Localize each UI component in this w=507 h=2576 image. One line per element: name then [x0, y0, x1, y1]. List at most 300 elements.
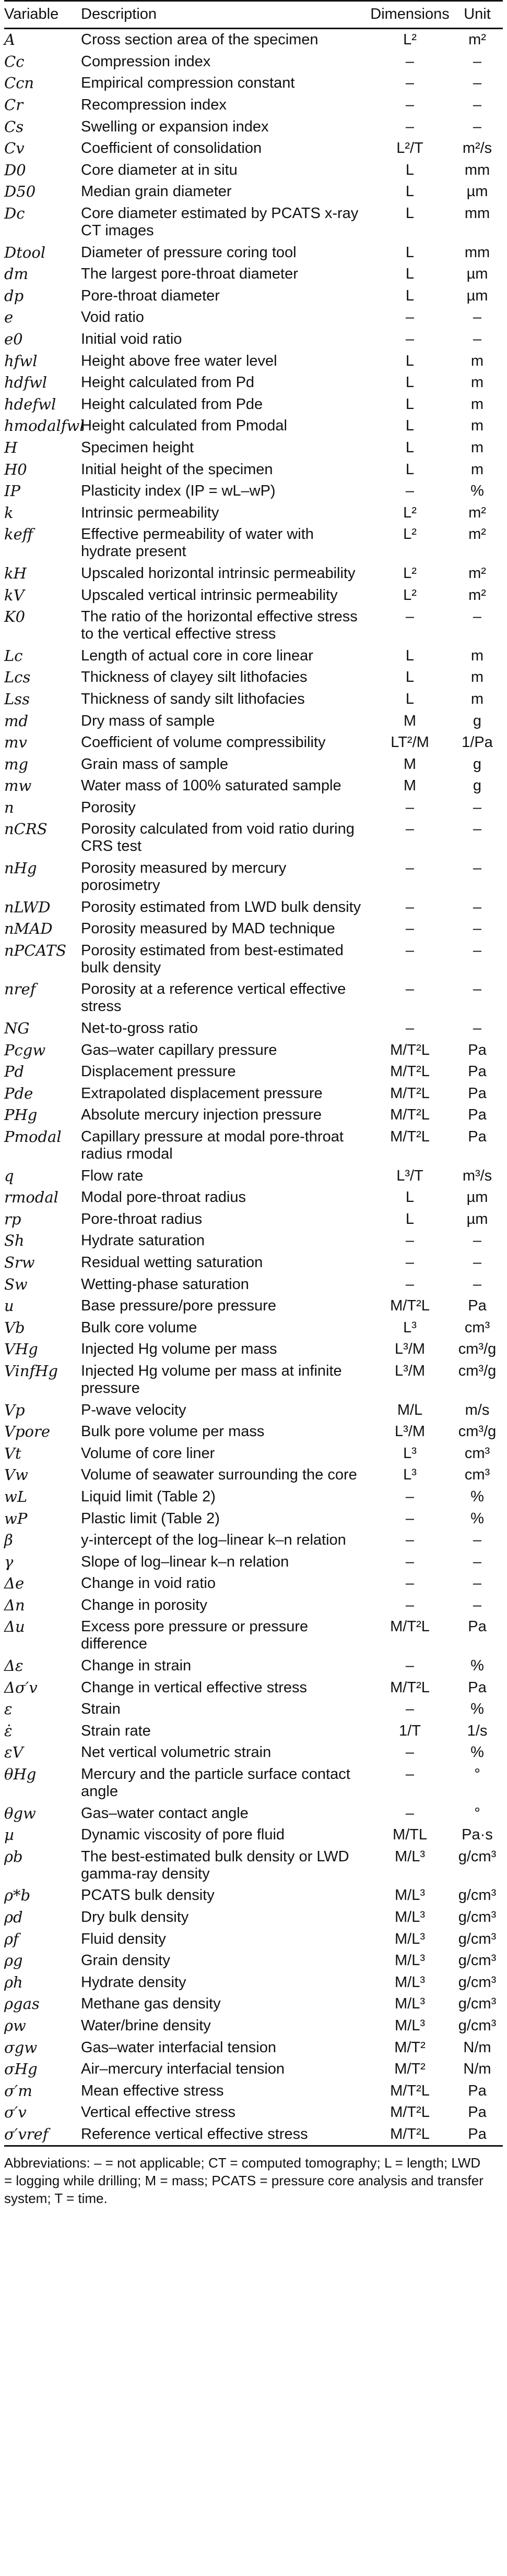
variable-cell: H0 [4, 460, 27, 478]
table-row [4, 1551, 503, 1573]
dimensions-cell: M/T² [394, 2061, 426, 2078]
dimensions-cell: – [405, 1510, 415, 1527]
table-row [4, 181, 503, 203]
variable-cell: εV [4, 1743, 23, 1762]
description-cell: Specimen height [81, 439, 194, 456]
unit-cell: ° [474, 1804, 480, 1822]
unit-cell: – [473, 75, 482, 92]
variable-cell: Lc [4, 646, 23, 665]
dimensions-cell: M [403, 712, 417, 729]
unit-cell: – [473, 1232, 482, 1249]
description-cell: Coefficient of volume compressibility [81, 734, 326, 751]
table-row [4, 858, 503, 897]
table-row [4, 1317, 503, 1339]
unit-cell: – [473, 1532, 482, 1549]
unit-cell: g/cm³ [458, 1887, 497, 1904]
description-cell: Bulk pore volume per mass [81, 1423, 265, 1440]
unit-cell: g/cm³ [458, 2017, 497, 2034]
table-row [4, 116, 503, 138]
dimensions-cell: L [405, 183, 415, 200]
description-cell: Capillary pressure at modal pore-throat radius rmodal [81, 1128, 344, 1163]
dimensions-cell: – [405, 483, 415, 500]
variable-cell: σ′vref [4, 2125, 49, 2143]
dimensions-cell: M/T²L [390, 1128, 430, 1146]
unit-cell: g/cm³ [458, 1848, 497, 1865]
dimensions-cell: – [405, 97, 415, 114]
description-cell: Displacement pressure [81, 1063, 236, 1080]
variable-cell: ε [4, 1700, 13, 1718]
unit-cell: m/s [465, 1401, 490, 1418]
unit-cell: % [470, 1744, 484, 1761]
variable-cell: θgw [4, 1804, 36, 1822]
table-row [4, 1464, 503, 1486]
table-row [4, 1677, 503, 1699]
table-row [4, 1126, 503, 1165]
table-row [4, 1165, 503, 1187]
table-row [4, 394, 503, 416]
dimensions-cell: – [405, 1596, 415, 1614]
table-row [4, 1187, 503, 1209]
description-cell: Compression index [81, 53, 211, 70]
description-cell: Water mass of 100% saturated sample [81, 777, 341, 795]
table-row [4, 2037, 503, 2059]
dimensions-cell: – [405, 799, 415, 816]
description-cell: Change in porosity [81, 1596, 207, 1614]
dimensions-cell: M/T²L [390, 1297, 430, 1315]
table-footnote: Abbreviations: – = not applicable; CT = computed tomography; L = length; LWD = logging while drilling; M = mass; PCATS = pressure core analysis and transfer system; T = time. [4, 2155, 484, 2207]
unit-cell: – [473, 1553, 482, 1570]
table-row [4, 502, 503, 524]
unit-cell: cm³ [464, 1319, 490, 1336]
description-cell: Injected Hg volume per mass at infinite pressure [81, 1362, 342, 1397]
dimensions-cell: – [405, 1232, 415, 1249]
unit-cell: g/cm³ [458, 1973, 497, 1991]
description-cell: Net vertical volumetric strain [81, 1744, 272, 1761]
description-cell: Absolute mercury injection pressure [81, 1106, 322, 1124]
variable-cell: nPCATS [4, 941, 66, 959]
unit-cell: mm [464, 161, 490, 178]
variable-cell: Cc [4, 52, 25, 70]
dimensions-cell: – [405, 821, 415, 838]
unit-cell: Pa [468, 1063, 487, 1080]
dimensions-cell: – [405, 1254, 415, 1271]
description-cell: Porosity [81, 799, 136, 816]
description-cell: PCATS bulk density [81, 1887, 215, 1904]
table-row [4, 1486, 503, 1508]
description-cell: Strain rate [81, 1722, 151, 1739]
table-row [4, 1442, 503, 1464]
variable-cell: nCRS [4, 820, 48, 838]
table-row [4, 979, 503, 1018]
dimensions-cell: – [405, 1701, 415, 1718]
unit-cell: – [473, 942, 482, 959]
variable-cell: D50 [4, 183, 36, 201]
table-row [4, 2102, 503, 2124]
dimensions-cell: L [405, 352, 415, 369]
table-row [4, 350, 503, 372]
description-cell: Porosity measured by mercury porosimetry [81, 860, 287, 894]
dimensions-cell: L [405, 266, 415, 283]
unit-cell: – [473, 920, 482, 937]
variable-cell: wL [4, 1487, 28, 1506]
description-cell: Base pressure/pore pressure [81, 1297, 276, 1315]
dimensions-cell: L [405, 669, 415, 686]
variable-cell: ρg [4, 1952, 23, 1970]
variable-cell: Δe [4, 1574, 25, 1593]
table-row [4, 1846, 503, 1885]
header-variable: Variable [4, 6, 59, 22]
description-cell: Methane gas density [81, 1995, 221, 2013]
unit-cell: µm [466, 266, 488, 283]
variable-cell: k [4, 503, 14, 522]
variable-cell: θHg [4, 1765, 37, 1784]
unit-cell: – [473, 821, 482, 838]
description-cell: Pore-throat diameter [81, 287, 220, 304]
dimensions-cell: L [405, 395, 415, 413]
table-row [4, 775, 503, 797]
dimensions-cell: – [405, 53, 415, 70]
variable-cell: IP [4, 482, 20, 500]
table-row [4, 203, 503, 242]
variable-cell: nref [4, 980, 36, 998]
dimensions-cell: L [405, 161, 415, 178]
unit-cell: m [470, 417, 484, 435]
unit-cell: µm [466, 183, 488, 200]
dimensions-cell: L³/M [395, 1362, 425, 1379]
table-row [4, 645, 503, 667]
description-cell: Water/brine density [81, 2017, 211, 2034]
description-cell: Hydrate density [81, 1973, 186, 1991]
variable-cell: nLWD [4, 898, 51, 916]
description-cell: Residual wetting saturation [81, 1254, 263, 1271]
dimensions-cell: – [405, 331, 415, 348]
variable-cell: Δσ′v [4, 1678, 38, 1696]
description-cell: Porosity estimated from LWD bulk density [81, 898, 361, 916]
variable-cell: q [4, 1166, 14, 1185]
dimensions-cell: L³/T [396, 1167, 423, 1184]
variable-cell: Sw [4, 1275, 28, 1293]
unit-cell: – [473, 97, 482, 114]
description-cell: Initial void ratio [81, 331, 182, 348]
table-row [4, 1421, 503, 1443]
description-cell: Reference vertical effective stress [81, 2125, 308, 2142]
table-row [4, 1928, 503, 1950]
table-row [4, 1083, 503, 1105]
variable-cell: ρgas [4, 1995, 40, 2013]
unit-cell: m [470, 395, 484, 413]
dimensions-cell: L [405, 690, 415, 707]
dimensions-cell: – [405, 1553, 415, 1570]
variables-table [4, 0, 503, 2147]
dimensions-cell: – [405, 1804, 415, 1822]
unit-cell: – [473, 309, 482, 326]
variable-cell: PHg [4, 1106, 38, 1124]
description-cell: Porosity estimated from best-estimated bulk density [81, 942, 344, 976]
dimensions-cell: L³ [403, 1445, 417, 1462]
description-cell: Hydrate saturation [81, 1232, 205, 1249]
description-cell: Length of actual core in core linear [81, 647, 313, 664]
table-row [4, 73, 503, 94]
dimensions-cell: L [405, 439, 415, 456]
dimensions-cell: M/T²L [390, 1063, 430, 1080]
unit-cell: – [473, 1275, 482, 1293]
description-cell: Diameter of pressure coring tool [81, 244, 297, 261]
unit-cell: cm³/g [458, 1362, 497, 1379]
variable-cell: mg [4, 755, 29, 773]
description-cell: Swelling or expansion index [81, 118, 269, 135]
dimensions-cell: L²/T [396, 140, 423, 157]
dimensions-cell: M/L³ [395, 1973, 425, 1991]
table-row [4, 1039, 503, 1061]
variable-cell: md [4, 712, 29, 730]
description-cell: Grain mass of sample [81, 755, 229, 773]
table-row [4, 1595, 503, 1617]
unit-cell: Pa [468, 1297, 487, 1315]
unit-cell: m [470, 374, 484, 391]
unit-cell: m² [468, 526, 486, 543]
description-cell: P-wave velocity [81, 1401, 186, 1418]
dimensions-cell: – [405, 1744, 415, 1761]
unit-cell: m² [468, 564, 486, 582]
description-cell: Extrapolated displacement pressure [81, 1085, 323, 1102]
unit-cell: m [470, 690, 484, 707]
description-cell: Change in strain [81, 1657, 192, 1675]
unit-cell: Pa [468, 2082, 487, 2099]
table-row [4, 524, 503, 563]
description-cell: Porosity at a reference vertical effective stress [81, 981, 346, 1015]
dimensions-cell: – [405, 920, 415, 937]
variable-cell: D0 [4, 161, 26, 179]
unit-cell: m² [468, 504, 486, 521]
table-row [4, 689, 503, 711]
dimensions-cell: M/L³ [395, 1909, 425, 1926]
variable-cell: Vt [4, 1444, 21, 1462]
unit-cell: – [473, 53, 482, 70]
description-cell: Grain density [81, 1952, 170, 1969]
variable-cell: σHg [4, 2060, 38, 2078]
description-cell: Height calculated from Pde [81, 395, 263, 413]
description-cell: Fluid density [81, 1930, 166, 1947]
unit-cell: % [470, 1510, 484, 1527]
description-cell: Strain [81, 1701, 121, 1718]
description-cell: Upscaled vertical intrinsic permeability [81, 586, 338, 604]
variable-cell: Pd [4, 1063, 25, 1081]
unit-cell: Pa [468, 1085, 487, 1102]
dimensions-cell: M/L [397, 1401, 423, 1418]
dimensions-cell: L² [403, 586, 417, 604]
table-row [4, 94, 503, 116]
table-row [4, 1104, 503, 1126]
table-row [4, 732, 503, 754]
description-cell: Core diameter estimated by PCATS x-ray CT images [81, 205, 359, 239]
table-header [4, 1, 503, 29]
dimensions-cell: M/T²L [390, 1679, 430, 1696]
unit-cell: – [473, 118, 482, 135]
description-cell: Dynamic viscosity of pore fluid [81, 1826, 285, 1844]
variable-cell: β [4, 1531, 13, 1549]
table-row [4, 1764, 503, 1803]
unit-cell: g [473, 712, 482, 729]
table-row [4, 753, 503, 775]
dimensions-cell: – [405, 118, 415, 135]
dimensions-cell: – [405, 898, 415, 916]
description-cell: The ratio of the horizontal effective stress to the vertical effective stress [81, 608, 358, 643]
unit-cell: – [473, 860, 482, 877]
table-row [4, 307, 503, 329]
unit-cell: % [470, 1701, 484, 1718]
description-cell: Liquid limit (Table 2) [81, 1488, 216, 1505]
description-cell: Height calculated from Pmodal [81, 417, 287, 435]
variable-cell: rp [4, 1210, 21, 1228]
description-cell: y-intercept of the log–linear k–n relation [81, 1532, 346, 1549]
table-row [4, 710, 503, 732]
description-cell: Recompression index [81, 97, 227, 114]
table-row [4, 667, 503, 689]
description-cell: Plasticity index (IP = wL–wP) [81, 483, 276, 500]
table-row [4, 459, 503, 480]
description-cell: Empirical compression constant [81, 75, 295, 92]
table-row [4, 160, 503, 182]
unit-cell: – [473, 981, 482, 998]
unit-cell: – [473, 1596, 482, 1614]
table-row [4, 1907, 503, 1929]
table-row [4, 1018, 503, 1040]
table-row [4, 29, 503, 51]
table-row [4, 1720, 503, 1742]
variable-cell: nHg [4, 859, 37, 877]
dimensions-cell: – [405, 75, 415, 92]
dimensions-cell: L [405, 205, 415, 222]
variable-cell: u [4, 1297, 14, 1315]
table-row [4, 818, 503, 858]
description-cell: Initial height of the specimen [81, 461, 273, 478]
table-row [4, 285, 503, 307]
unit-cell: µm [466, 287, 488, 304]
unit-cell: ° [474, 1766, 480, 1783]
dimensions-cell: L³ [403, 1466, 417, 1484]
variable-cell: kV [4, 586, 25, 604]
unit-cell: m [470, 461, 484, 478]
variable-cell: Δn [4, 1596, 25, 1614]
table-row [4, 1339, 503, 1361]
dimensions-cell: L [405, 647, 415, 664]
table-row [4, 1824, 503, 1846]
unit-cell: 1/s [467, 1722, 488, 1739]
variable-cell: Δu [4, 1618, 25, 1636]
unit-cell: m [470, 669, 484, 686]
table-row [4, 1950, 503, 1972]
table-row [4, 1993, 503, 2015]
variable-cell: n [4, 798, 14, 816]
description-cell: Injected Hg volume per mass [81, 1341, 277, 1358]
dimensions-cell: – [405, 942, 415, 959]
unit-cell: g/cm³ [458, 1930, 497, 1947]
variable-cell: ρf [4, 1930, 19, 1948]
table-row [4, 329, 503, 351]
description-cell: Excess pore pressure or pressure difference [81, 1618, 309, 1653]
table-row [4, 896, 503, 918]
table-row [4, 2080, 503, 2102]
unit-cell: µm [466, 1189, 488, 1206]
unit-cell: – [473, 1575, 482, 1592]
dimensions-cell: – [405, 309, 415, 326]
table-row [4, 1530, 503, 1551]
dimensions-cell: – [405, 981, 415, 998]
description-cell: Bulk core volume [81, 1319, 197, 1336]
unit-cell: – [473, 898, 482, 916]
dimensions-cell: M/T²L [390, 1618, 430, 1635]
table-row [4, 1616, 503, 1655]
table-row [4, 1742, 503, 1764]
description-cell: Cross section area of the specimen [81, 31, 319, 49]
unit-cell: Pa [468, 1618, 487, 1635]
dimensions-cell: M/T²L [390, 2125, 430, 2142]
dimensions-cell: L [405, 461, 415, 478]
unit-cell: % [470, 1657, 484, 1675]
variable-cell: Vb [4, 1318, 25, 1337]
table-row [4, 1295, 503, 1317]
unit-cell: g/cm³ [458, 1995, 497, 2013]
dimensions-cell: L² [403, 504, 417, 521]
variable-cell: ρh [4, 1973, 23, 1991]
dimensions-cell: L² [403, 31, 417, 49]
dimensions-cell: L [405, 287, 415, 304]
unit-cell: m [470, 647, 484, 664]
dimensions-cell: 1/T [399, 1722, 421, 1739]
dimensions-cell: – [405, 1575, 415, 1592]
description-cell: Volume of core liner [81, 1445, 215, 1462]
table-row [4, 1061, 503, 1083]
description-cell: Mercury and the particle surface contact angle [81, 1766, 350, 1800]
description-cell: Dry mass of sample [81, 712, 215, 729]
unit-cell: N/m [463, 2061, 491, 2078]
variable-cell: nMAD [4, 920, 53, 938]
table-row [4, 1252, 503, 1274]
variable-cell: Pde [4, 1084, 33, 1102]
variable-cell: ε̇ [4, 1722, 13, 1740]
unit-cell: g [473, 755, 482, 773]
variable-cell: e0 [4, 330, 23, 348]
unit-cell: 1/Pa [462, 734, 493, 751]
description-cell: Mean effective stress [81, 2082, 224, 2099]
description-cell: Change in void ratio [81, 1575, 216, 1592]
variable-cell: Vw [4, 1466, 28, 1484]
unit-cell: – [473, 608, 482, 625]
description-cell: Void ratio [81, 309, 144, 326]
variable-cell: dm [4, 265, 29, 283]
variable-cell: Cs [4, 117, 24, 136]
variable-cell: Vp [4, 1401, 25, 1419]
variable-cell: K0 [4, 608, 26, 626]
table-row [4, 606, 503, 645]
unit-cell: Pa [468, 1041, 487, 1058]
variable-cell: VHg [4, 1340, 38, 1358]
description-cell: Thickness of sandy silt lithofacies [81, 690, 305, 707]
table-row [4, 415, 503, 437]
description-cell: Flow rate [81, 1167, 144, 1184]
description-cell: The best-estimated bulk density or LWD gamma-ray density [81, 1848, 349, 1882]
description-cell: Change in vertical effective stress [81, 1679, 308, 1696]
variable-cell: VinfHg [4, 1362, 58, 1380]
unit-cell: mm [464, 205, 490, 222]
dimensions-cell: LT²/M [391, 734, 429, 751]
description-cell: Net-to-gross ratio [81, 1020, 198, 1037]
dimensions-cell: M/TL [392, 1826, 428, 1844]
unit-cell: N/m [463, 2039, 491, 2056]
variable-cell: keff [4, 525, 33, 544]
description-cell: Intrinsic permeability [81, 504, 219, 521]
variable-cell: A [4, 31, 15, 49]
